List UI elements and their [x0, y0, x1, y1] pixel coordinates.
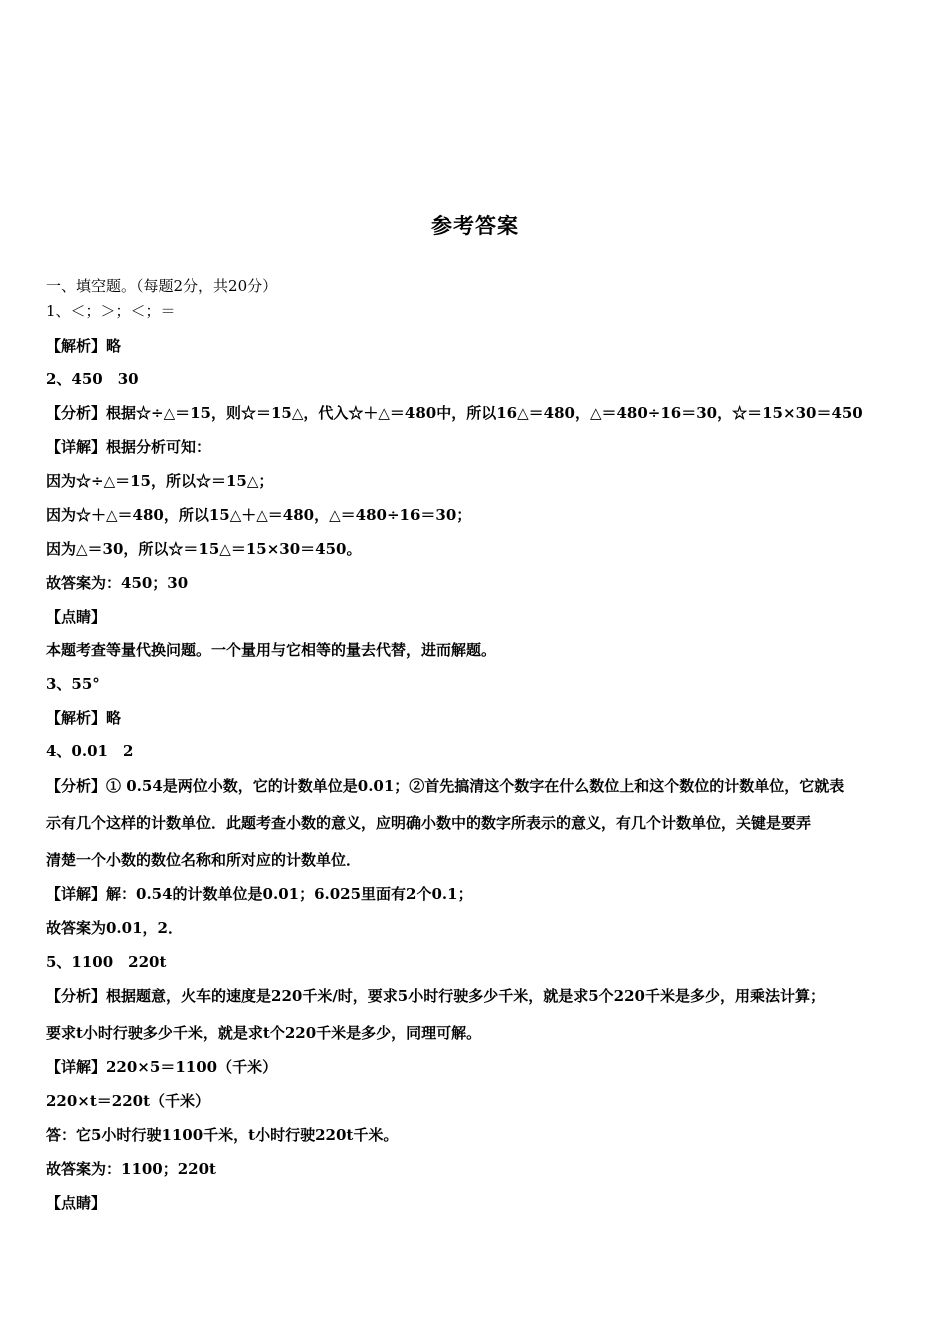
answer-line: 4、0.01 2	[46, 742, 134, 760]
detail-line: 答：它5小时行驶1100千米，t小时行驶220t千米。	[46, 1126, 399, 1144]
comment-line: 本题考查等量代换问题。一个量用与它相等的量去代替，进而解题。	[46, 641, 497, 659]
comment-heading: 【点睛】	[46, 608, 107, 626]
comment-heading: 【点睛】	[46, 1194, 107, 1212]
detail-line: 【详解】220×5＝1100（千米）	[46, 1058, 278, 1076]
page-title: 参考答案	[431, 213, 519, 238]
detail-line: 因为☆÷△＝15，所以☆＝15△；	[46, 472, 274, 490]
final-answer-line: 故答案为0.01，2．	[46, 919, 183, 937]
final-answer-line: 故答案为：450；30	[46, 574, 189, 592]
analysis-line: 要求t小时行驶多少千米，就是求t个220千米是多少，同理可解。	[46, 1024, 482, 1042]
detail-line: 因为☆＋△＝480，所以15△＋△＝480，△＝480÷16＝30；	[46, 506, 472, 524]
analysis-line: 【分析】① 0.54是两位小数，它的计数单位是0.01；②首先搞清这个数字在什么数位上和这个数位的计数单位，它就表	[46, 777, 845, 795]
analysis-line: 【分析】根据☆÷△＝15，则☆＝15△，代入☆＋△＝480中，所以16△＝480，△＝480÷16＝30，☆＝15×30＝450	[46, 404, 863, 422]
analysis-line: 示有几个这样的计数单位．此题考查小数的意义，应明确小数中的数字所表示的意义，有几个计数单位，关键是要弄	[46, 814, 812, 832]
detail-line: 因为△＝30，所以☆＝15△＝15×30＝450。	[46, 540, 362, 558]
answer-line: 3、55°	[46, 675, 100, 693]
answer-line: 5、1100 220t	[46, 953, 167, 971]
analysis-line: 清楚一个小数的数位名称和所对应的计数单位．	[46, 851, 362, 869]
detail-line: 【详解】根据分析可知：	[46, 438, 212, 456]
answer-line: 2、450 30	[46, 370, 139, 388]
final-answer-line: 故答案为：1100；220t	[46, 1160, 216, 1178]
analysis-line: 【解析】略	[46, 709, 122, 727]
detail-line: 220×t＝220t（千米）	[46, 1092, 211, 1110]
detail-line: 【详解】解：0.54的计数单位是0.01；6.025里面有2个0.1；	[46, 885, 473, 903]
analysis-line: 【分析】根据题意，火车的速度是220千米/时，要求5小时行驶多少千米，就是求5个220千米是多少，用乘法计算；	[46, 987, 825, 1005]
analysis-line: 【解析】略	[46, 337, 122, 355]
section-heading: 一、填空题。（每题2分，共20分）	[46, 277, 278, 295]
answer-line: 1、＜；＞；＜；＝	[46, 302, 176, 320]
